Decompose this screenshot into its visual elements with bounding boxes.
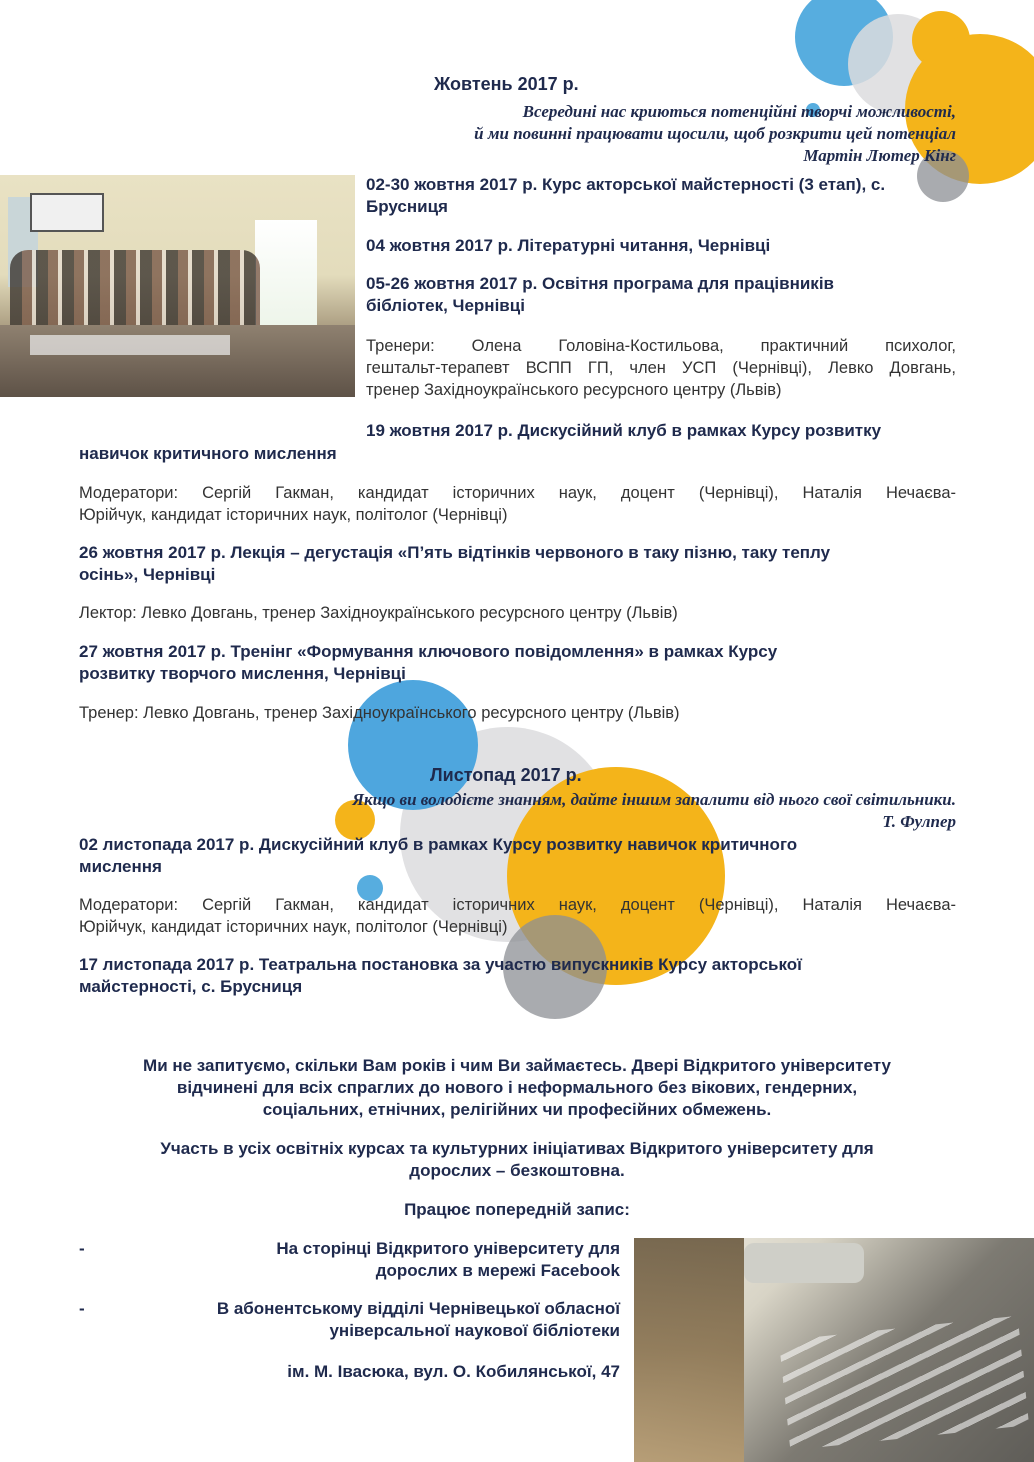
october-event-4-desc-line1: Модератори: Сергій Гакман, кандидат історичних наук, доцент (Чернівці), Наталія Нечаєва- [79, 484, 956, 502]
photo-board [30, 193, 104, 232]
october-event-4-desc-line2: Юрійчук, кандидат історичних наук, політолог (Чернівці) [79, 506, 508, 524]
photo-papers [30, 335, 230, 355]
october-event-1-line1: 02-30 жовтня 2017 р. Курс акторської майстерності (3 етап), с. [366, 175, 886, 194]
photo-chalk-text [779, 1316, 1029, 1450]
october-quote-line2: й ми повинні працювати щосили, щоб розкрити цей потенціал [474, 124, 956, 143]
november-event-1-desc-line2: Юрійчук, кандидат історичних наук, політолог (Чернівці) [79, 918, 508, 936]
october-event-4-moderators [79, 482, 956, 526]
october-event-3-desc-line2: гештальт-терапевт ВСПП ГП, член УСП (Чернівці), Левко Довгань, [366, 359, 956, 377]
november-event-1 [79, 834, 959, 878]
october-quote [336, 101, 956, 167]
october-event-5-line2: осінь», Чернівці [79, 565, 216, 584]
photo-person-arm [634, 1238, 744, 1462]
chalk-photo [634, 1238, 1034, 1462]
group-photo [0, 175, 355, 397]
footer-p2-line2: дорослих – безкоштовна. [409, 1161, 625, 1180]
november-event-1-moderators [79, 894, 956, 938]
footer-p1-line1: Ми не запитуємо, скільки Вам років і чим Ви займаєтесь. Двері Відкритого університету [143, 1056, 891, 1075]
october-event-1-line2: Брусниця [366, 197, 448, 216]
november-quote-text: Якщо ви володієте знанням, дайте іншим запалити від нього свої світильники. [352, 790, 956, 809]
bullet-1-text [140, 1238, 620, 1282]
october-event-6-line1: 27 жовтня 2017 р. Тренінг «Формування ключового повідомлення» в рамках Курсу [79, 642, 778, 661]
october-event-1 [366, 174, 966, 218]
october-quote-line1: Всередині нас криються потенційні творчі можливості, [522, 102, 956, 121]
bullet-2-line2: універсальної наукової бібліотеки [329, 1321, 620, 1340]
october-event-4-line1: 19 жовтня 2017 р. Дискусійний клуб в рамках Курсу розвитку [366, 421, 882, 440]
october-event-3-trainers [366, 335, 956, 401]
bullet-2-text [120, 1298, 620, 1342]
november-event-2-line2: майстерності, с. Брусниця [79, 977, 303, 996]
november-quote-author: Т. Фулпер [882, 812, 956, 831]
october-event-2: 04 жовтня 2017 р. Літературні читання, Чернівці [366, 236, 771, 255]
october-event-5 [79, 542, 959, 586]
november-event-2 [79, 954, 959, 998]
october-event-5-lecturer: Лектор: Левко Довгань, тренер Західноукраїнського ресурсного центру (Львів) [79, 604, 678, 622]
bullet-1-line1: На сторінці Відкритого університету для [276, 1239, 620, 1258]
footer-paragraph-2 [60, 1138, 974, 1182]
october-event-3-desc-line3: тренер Західноукраїнського ресурсного центру (Львів) [366, 381, 782, 399]
bullet-1-line2: дорослих в мережі Facebook [375, 1261, 620, 1280]
october-event-3 [366, 273, 966, 317]
photo-people [10, 250, 260, 330]
october-event-3-line1: 05-26 жовтня 2017 р. Освітня програма для працівників [366, 274, 834, 293]
october-event-3-desc-line1: Тренери: Олена Головіна-Костильова, практичний психолог, [366, 337, 956, 355]
october-event-3-line2: бібліотек, Чернівці [366, 296, 525, 315]
bullet-1-marker: - [79, 1239, 85, 1258]
november-event-1-line2: мислення [79, 857, 162, 876]
november-event-2-line1: 17 листопада 2017 р. Театральна постановка за участю випускників Курсу акторської [79, 955, 802, 974]
footer-paragraph-1 [60, 1055, 974, 1121]
footer-p2-line1: Участь в усіх освітніх курсах та культурних ініціативах Відкритого університету для [160, 1139, 874, 1158]
footer-paragraph-3: Працює попередній запис: [404, 1200, 630, 1219]
october-heading: Жовтень 2017 р. [434, 74, 579, 94]
november-event-1-desc-line1: Модератори: Сергій Гакман, кандидат історичних наук, доцент (Чернівці), Наталія Нечаєва- [79, 896, 956, 914]
october-event-4-line2: навичок критичного мислення [79, 444, 337, 463]
november-quote [236, 789, 956, 833]
footer-p1-line3: соціальних, етнічних, релігійних чи професійних обмежень. [262, 1100, 772, 1119]
november-heading: Листопад 2017 р. [430, 765, 582, 785]
october-event-6-line2: розвитку творчого мислення, Чернівці [79, 664, 406, 683]
bullet-2-marker: - [79, 1299, 85, 1318]
october-event-6 [79, 641, 959, 685]
library-address: ім. М. Івасюка, вул. О. Кобилянської, 47 [287, 1362, 620, 1381]
october-event-6-trainer: Тренер: Левко Довгань, тренер Західноукраїнського ресурсного центру (Львів) [79, 704, 680, 722]
bullet-2-line1: В абонентському відділі Чернівецької обласної [216, 1299, 620, 1318]
footer-p1-line2: відчинені для всіх спраглих до нового і неформального без вікових, гендерних, [176, 1078, 858, 1097]
november-event-1-line1: 02 листопада 2017 р. Дискусійний клуб в рамках Курсу розвитку навичок критичного [79, 835, 798, 854]
photo-car [744, 1243, 864, 1283]
october-quote-author: Мартін Лютер Кінг [803, 146, 956, 165]
october-event-5-line1: 26 жовтня 2017 р. Лекція – дегустація «П’ять відтінків червоного в таку пізню, таку теплу [79, 543, 831, 562]
